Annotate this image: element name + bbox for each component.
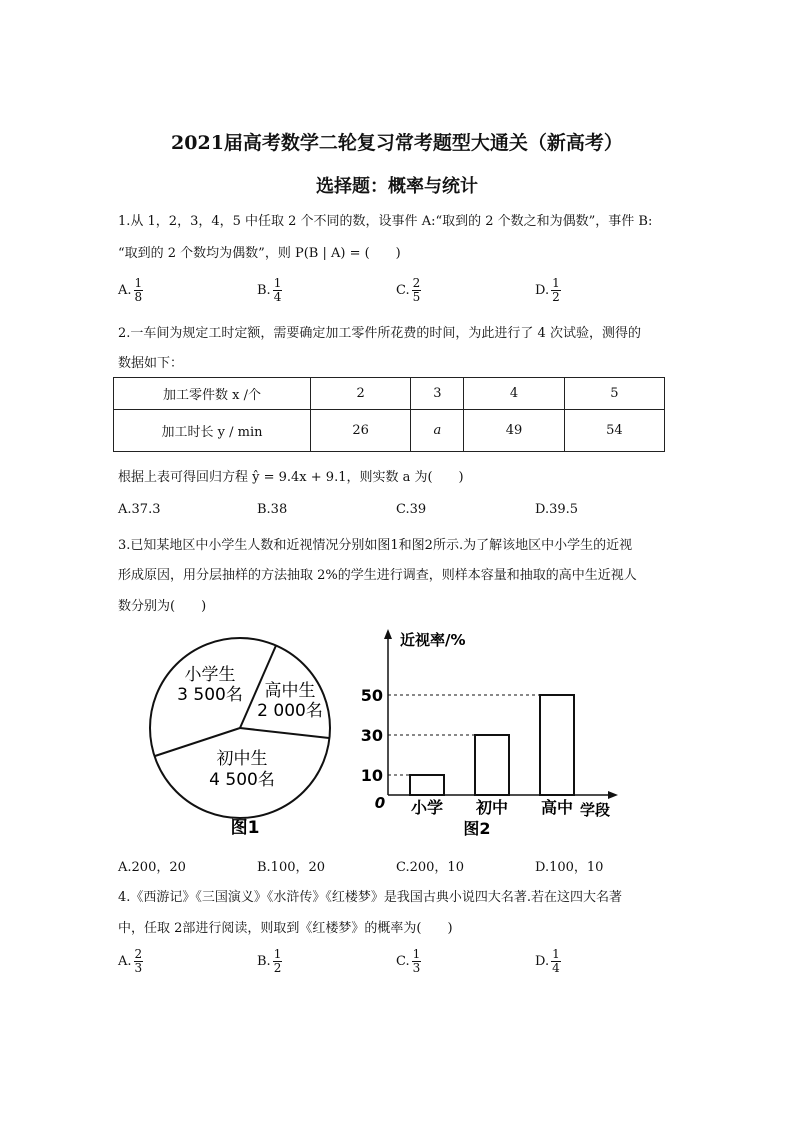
pie-chart-figure1 bbox=[140, 628, 340, 843]
table-cell: 26 bbox=[311, 410, 411, 452]
y-tick-label: 10 bbox=[360, 766, 383, 785]
table-cell: 4 bbox=[464, 378, 564, 410]
q2-option-c[interactable]: C.39 bbox=[396, 502, 427, 517]
table-cell: 5 bbox=[564, 378, 664, 410]
q3-option-a[interactable]: A.200，20 bbox=[118, 860, 186, 875]
bar-chart-figure2 bbox=[355, 625, 645, 840]
fraction: $\frac{1}{3}$ bbox=[412, 947, 421, 975]
x-category-label: 小学 bbox=[410, 798, 444, 817]
q4-option-c[interactable]: C. $\frac{1}{3}$ bbox=[396, 947, 421, 975]
q3-option-b[interactable]: B.100，20 bbox=[257, 860, 326, 875]
q2-option-b[interactable]: B.38 bbox=[257, 502, 288, 517]
fraction: $\frac{2}{5}$ bbox=[412, 276, 421, 304]
q3-text-line2: 形成原因，用分层抽样的方法抽取 2%的学生进行调查，则样本容量和抽取的高中生近视人 bbox=[118, 568, 637, 583]
q4-option-d[interactable]: D. $\frac{1}{4}$ bbox=[535, 947, 560, 975]
x-axis-label: 学段 bbox=[579, 801, 611, 819]
q4-option-a[interactable]: A. $\frac{2}{3}$ bbox=[118, 947, 143, 975]
table-cell: 3 bbox=[411, 378, 464, 410]
q2-text-line3: 根据上表可得回归方程 ŷ = 9.4x + 9.1，则实数 a 为( ) bbox=[118, 470, 464, 485]
chart-caption: 图2 bbox=[463, 819, 491, 838]
q2-option-d[interactable]: D.39.5 bbox=[535, 502, 579, 517]
table-row bbox=[114, 410, 665, 452]
y-tick-label: 50 bbox=[360, 686, 383, 705]
pie-divider bbox=[240, 728, 329, 738]
section-subtitle: 选择题：概率与统计 bbox=[316, 176, 478, 197]
q1-option-a[interactable]: A. $\frac{1}{8}$ bbox=[118, 276, 143, 304]
pie-label: 初中生 bbox=[216, 749, 268, 769]
q3-option-c[interactable]: C.200，10 bbox=[396, 860, 464, 875]
table-header-cell: 加工零件数 x /个 bbox=[114, 378, 311, 410]
x-axis-arrow bbox=[608, 791, 618, 799]
bar bbox=[410, 775, 444, 795]
q3-option-d[interactable]: D.100，10 bbox=[535, 860, 604, 875]
y-tick-label: 30 bbox=[360, 726, 383, 745]
table-header-cell: 加工时长 y / min bbox=[114, 410, 311, 452]
origin-label: 0 bbox=[374, 794, 386, 812]
pie-value: 2 000名 bbox=[257, 701, 323, 721]
data-table bbox=[113, 377, 665, 452]
q4-text-line1: 4.《西游记》《三国演义》《水浒传》《红楼梦》是我国古典小说四大名著.若在这四大名著 bbox=[118, 890, 623, 905]
q2-text-line1: 2.一车间为规定工时定额，需要确定加工零件所花费的时间，为此进行了 4 次试验，测得的 bbox=[118, 326, 641, 341]
table-cell: 49 bbox=[464, 410, 564, 452]
fraction: $\frac{1}{8}$ bbox=[134, 276, 143, 304]
table-row bbox=[114, 378, 665, 410]
pie-value: 3 500名 bbox=[177, 685, 243, 705]
x-category-label: 高中 bbox=[540, 798, 574, 817]
page-title: 2021届高考数学二轮复习常考题型大通关（新高考） bbox=[171, 132, 623, 154]
q1-text-line2: “取到的 2 个数均为偶数”，则 P(B | A) = ( ) bbox=[118, 246, 401, 261]
fraction: $\frac{1}{4}$ bbox=[273, 276, 282, 304]
q2-text-line2: 数据如下： bbox=[118, 356, 184, 371]
pie-label: 高中生 bbox=[264, 681, 316, 701]
y-axis-arrow bbox=[384, 629, 392, 639]
fraction: $\frac{2}{3}$ bbox=[134, 947, 143, 975]
q4-text-line2: 中，任取 2部进行阅读，则取到《红楼梦》的概率为( ) bbox=[118, 921, 453, 936]
q1-option-b[interactable]: B. $\frac{1}{4}$ bbox=[257, 276, 282, 304]
table-cell: 2 bbox=[311, 378, 411, 410]
bar bbox=[475, 735, 509, 795]
fraction: $\frac{1}{2}$ bbox=[552, 276, 560, 304]
q1-option-c[interactable]: C. $\frac{2}{5}$ bbox=[396, 276, 421, 304]
q1-option-d[interactable]: D. $\frac{1}{2}$ bbox=[535, 276, 560, 304]
q3-text-line3: 数分别为( ) bbox=[118, 599, 207, 614]
q3-text-line1: 3.已知某地区中小学生人数和近视情况分别如图1和图2所示.为了解该地区中小学生的近视 bbox=[118, 538, 633, 553]
figure-caption: 图1 bbox=[230, 818, 260, 838]
table-cell: a bbox=[411, 410, 464, 452]
y-axis-label: 近视率/% bbox=[400, 631, 466, 649]
q4-option-b[interactable]: B. $\frac{1}{2}$ bbox=[257, 947, 282, 975]
bar bbox=[540, 695, 574, 795]
pie-value: 4 500名 bbox=[209, 770, 275, 790]
q1-text-line1: 1.从 1，2，3，4，5 中任取 2 个不同的数，设事件 A:“取到的 2 个数之和为偶数”，事件 B: bbox=[118, 214, 653, 229]
table-cell: 54 bbox=[564, 410, 664, 452]
q2-option-a[interactable]: A.37.3 bbox=[118, 502, 161, 517]
pie-label: 小学生 bbox=[184, 665, 236, 685]
fraction: $\frac{1}{4}$ bbox=[552, 947, 560, 975]
fraction: $\frac{1}{2}$ bbox=[273, 947, 282, 975]
x-category-label: 初中 bbox=[475, 798, 509, 817]
